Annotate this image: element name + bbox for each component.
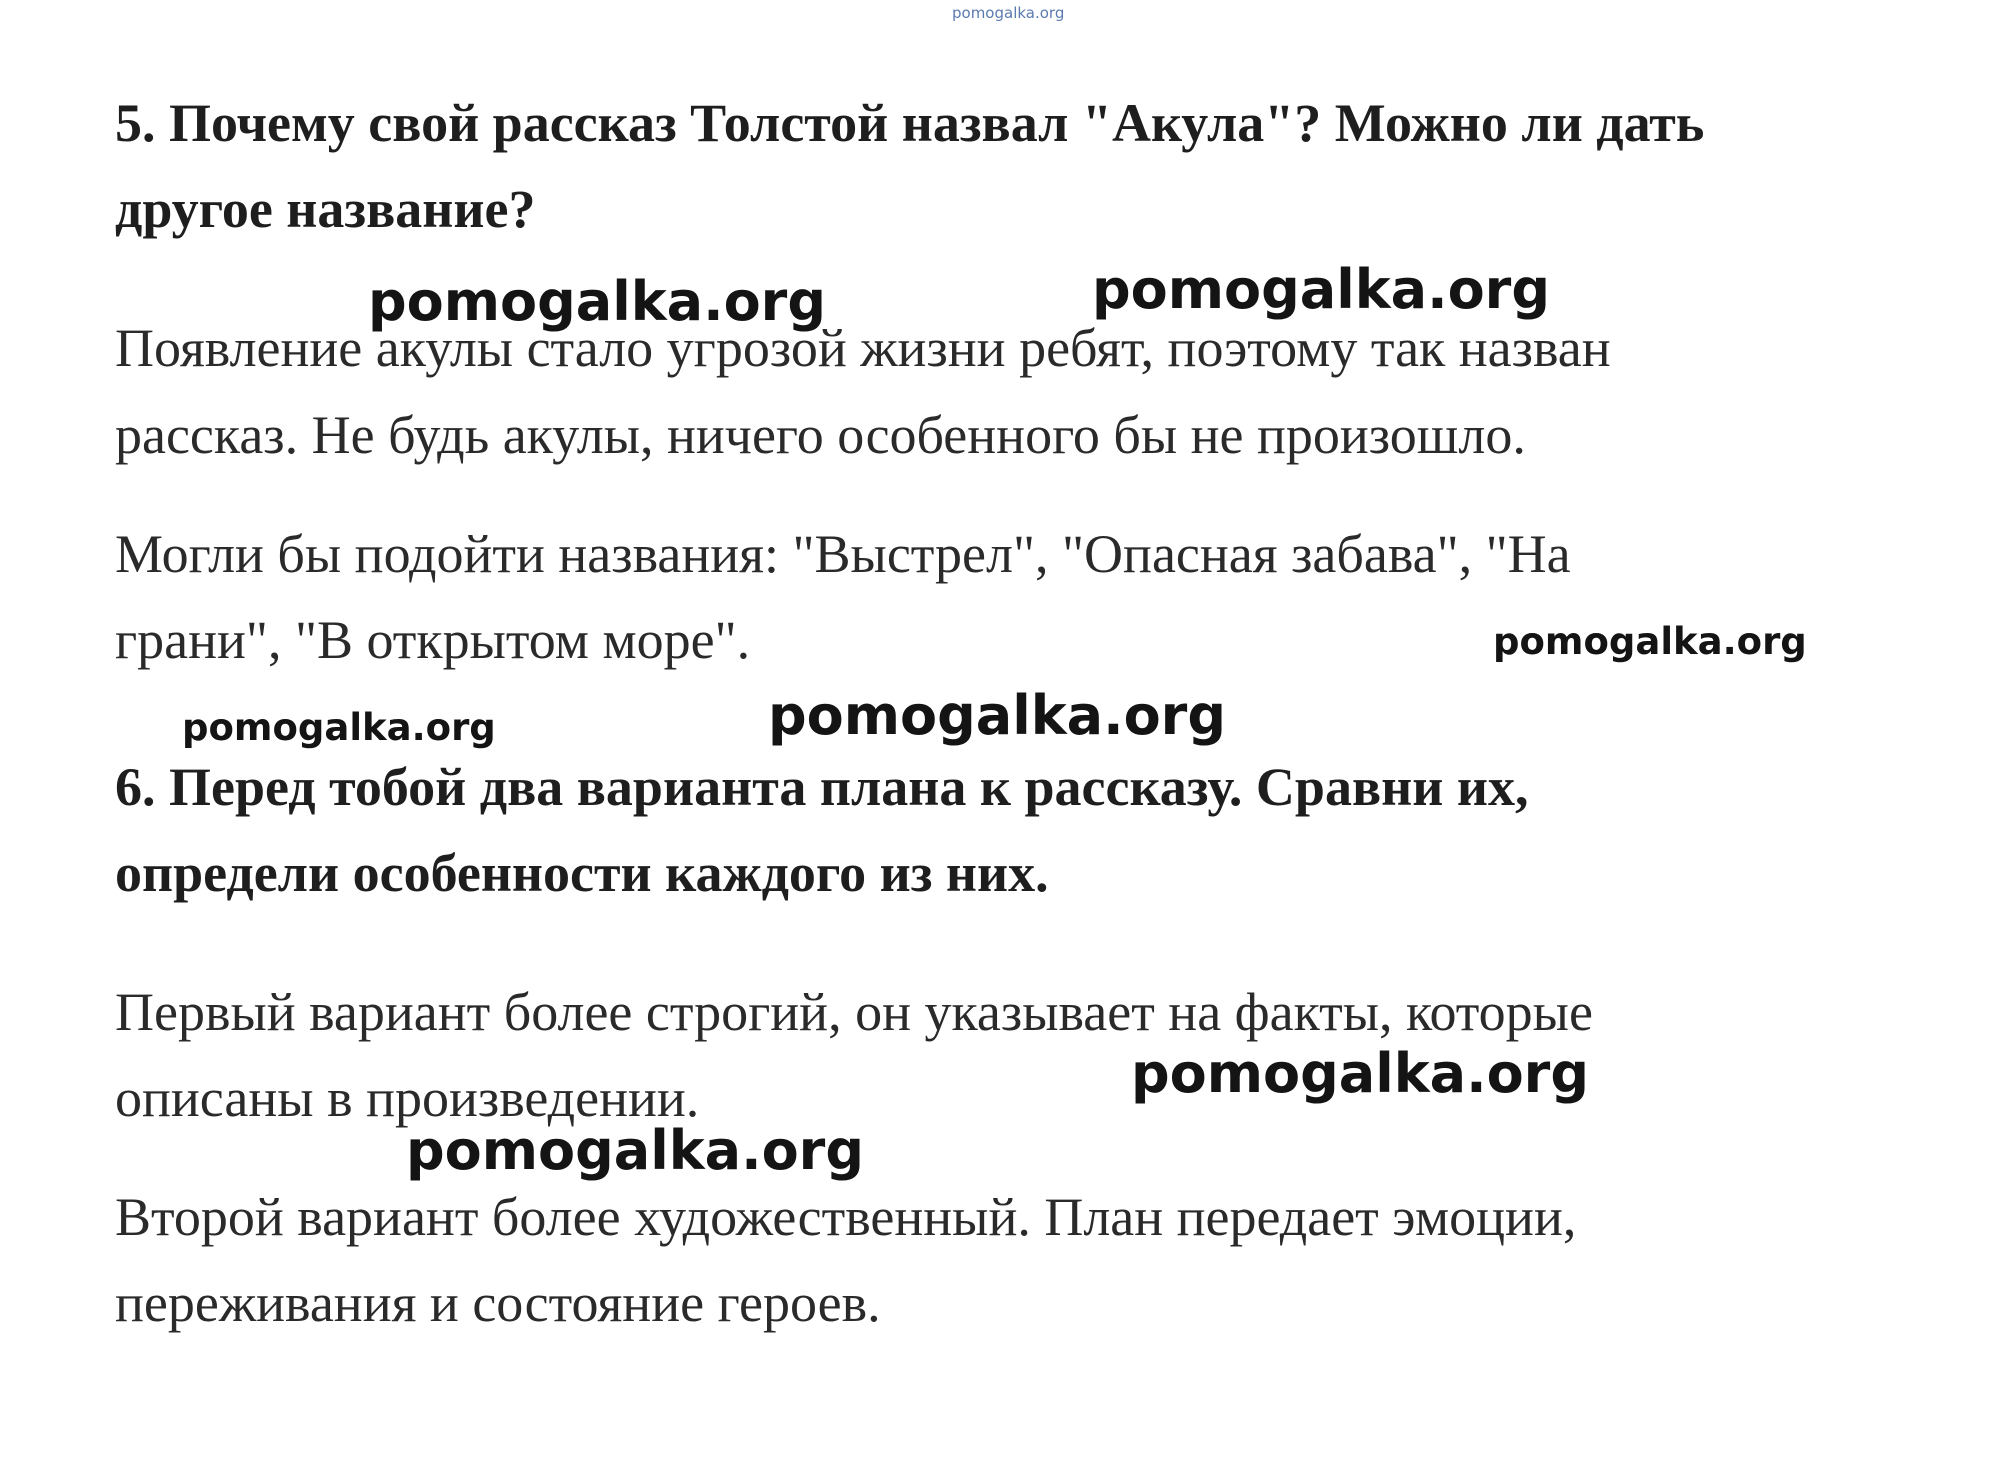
answer-5-paragraph-1-line-1: Появление акулы стало угрозой жизни ребят, поэтому так назван <box>115 318 1611 378</box>
watermark: pomogalka.org <box>368 270 826 333</box>
header-watermark: pomogalka.org <box>952 4 1065 22</box>
answer-5-paragraph-2-line-1: Могли бы подойти названия: "Выстрел", "Опасная забава", "На <box>115 524 1571 584</box>
answer-6-paragraph-1-line-1: Первый вариант более строгий, он указывает на факты, которые <box>115 982 1593 1042</box>
answer-6-paragraph-2-line-1: Второй вариант более художественный. План передает эмоции, <box>115 1187 1577 1247</box>
answer-6-paragraph-1-line-2: описаны в произведении. <box>115 1068 700 1128</box>
watermark: pomogalka.org <box>1092 258 1550 321</box>
question-6-line-1: 6. Перед тобой два варианта плана к рассказу. Сравни их, <box>115 757 1529 817</box>
watermark: pomogalka.org <box>768 684 1226 747</box>
answer-6-paragraph-2-line-2: переживания и состояние героев. <box>115 1273 881 1333</box>
watermark: pomogalka.org <box>182 706 496 749</box>
question-5-line-2: другое название? <box>115 179 536 239</box>
question-6-line-2: определи особенности каждого из них. <box>115 843 1049 903</box>
question-5-line-1: 5. Почему свой рассказ Толстой назвал "Акула"? Можно ли дать <box>115 93 1705 153</box>
answer-5-paragraph-1-line-2: рассказ. Не будь акулы, ничего особенного бы не произошло. <box>115 405 1526 465</box>
answer-5-paragraph-2-line-2: грани", "В открытом море". <box>115 610 751 670</box>
watermark: pomogalka.org <box>406 1119 864 1182</box>
watermark: pomogalka.org <box>1131 1042 1589 1105</box>
watermark: pomogalka.org <box>1493 620 1807 663</box>
